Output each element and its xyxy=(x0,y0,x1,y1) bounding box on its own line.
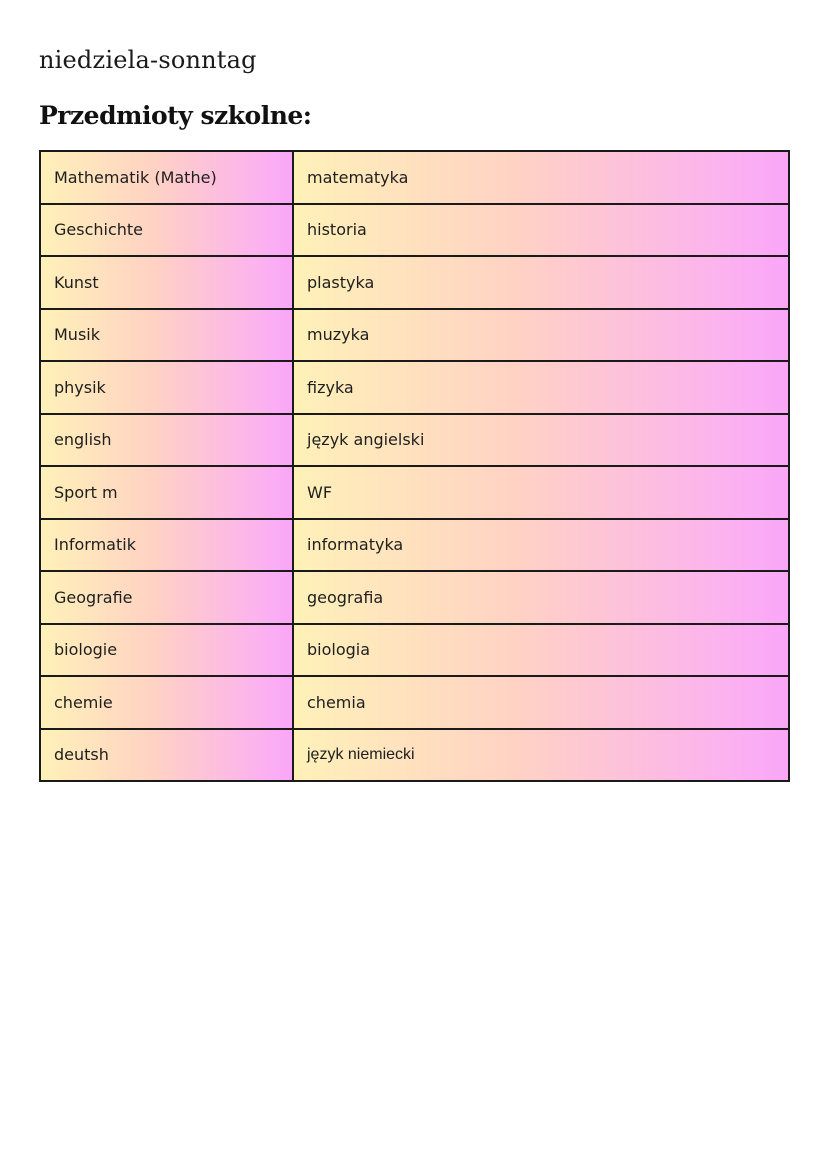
polish-term-cell: język angielski xyxy=(293,414,789,467)
table-row xyxy=(40,151,789,204)
german-term-cell: Mathematik (Mathe) xyxy=(40,151,293,204)
vocabulary-table xyxy=(39,150,790,782)
german-term-cell: chemie xyxy=(40,676,293,729)
polish-term-cell: informatyka xyxy=(293,519,789,572)
table-row xyxy=(40,571,789,624)
german-term-cell: biologie xyxy=(40,624,293,677)
polish-term-cell: historia xyxy=(293,204,789,257)
polish-term-cell: chemia xyxy=(293,676,789,729)
german-term-cell: Geografie xyxy=(40,571,293,624)
german-term-cell: Musik xyxy=(40,309,293,362)
table-row xyxy=(40,729,789,782)
polish-term-cell: geografia xyxy=(293,571,789,624)
vocabulary-table-body xyxy=(40,151,789,781)
table-row xyxy=(40,204,789,257)
polish-term-cell: plastyka xyxy=(293,256,789,309)
german-term-cell: Sport m xyxy=(40,466,293,519)
polish-term-cell: fizyka xyxy=(293,361,789,414)
polish-term-cell: matematyka xyxy=(293,151,789,204)
german-term-cell: Informatik xyxy=(40,519,293,572)
polish-term-cell: WF xyxy=(293,466,789,519)
page-subtitle: niedziela-sonntag xyxy=(39,46,257,74)
table-row xyxy=(40,676,789,729)
page-heading: Przedmioty szkolne: xyxy=(39,101,312,130)
polish-term-cell: język niemiecki xyxy=(293,729,789,782)
table-row xyxy=(40,624,789,677)
german-term-cell: Kunst xyxy=(40,256,293,309)
german-term-cell: physik xyxy=(40,361,293,414)
table-row xyxy=(40,414,789,467)
table-row xyxy=(40,466,789,519)
german-term-cell: english xyxy=(40,414,293,467)
table-row xyxy=(40,256,789,309)
table-row xyxy=(40,309,789,362)
polish-term-cell: biologia xyxy=(293,624,789,677)
polish-term-cell: muzyka xyxy=(293,309,789,362)
german-term-cell: deutsh xyxy=(40,729,293,782)
table-row xyxy=(40,519,789,572)
german-term-cell: Geschichte xyxy=(40,204,293,257)
table-row xyxy=(40,361,789,414)
